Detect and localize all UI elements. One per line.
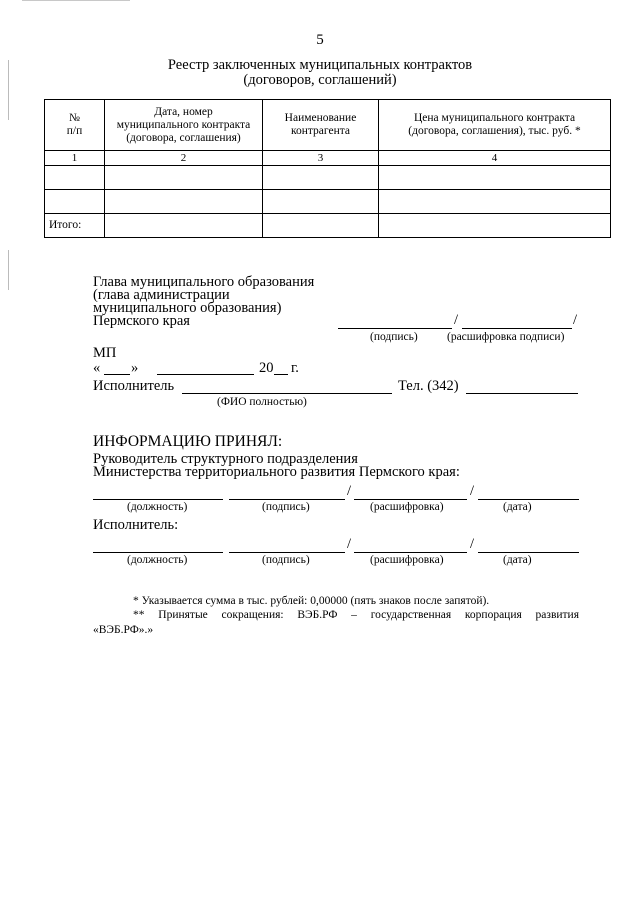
accepted-line-1: Руководитель структурного подразделения <box>93 451 358 467</box>
year-suffix: г. <box>291 360 299 376</box>
header-contract-date-number: Дата, номер муниципального контракта (договора, соглашения) <box>105 100 263 151</box>
slash: / <box>347 536 352 552</box>
executor-name-field[interactable] <box>182 393 392 394</box>
slash: / <box>470 483 475 499</box>
year-field[interactable] <box>274 374 288 375</box>
total-row <box>45 214 611 238</box>
column-number: 1 <box>45 151 105 166</box>
head-line: Глава муниципального образования <box>93 274 315 290</box>
footnote-2-line-1: ** Принятые сокращения: ВЭБ.РФ – государственная корпорация развития <box>133 609 579 621</box>
table-header-row <box>45 100 611 151</box>
date-line[interactable] <box>478 499 579 500</box>
slash: / <box>573 312 578 328</box>
phone-field[interactable] <box>466 393 578 394</box>
position-line[interactable] <box>93 552 223 553</box>
date-line[interactable] <box>478 552 579 553</box>
accepted-executor-label: Исполнитель: <box>93 517 179 533</box>
total-label: Итого: <box>45 214 105 238</box>
signature-line[interactable] <box>338 328 452 329</box>
contracts-registry-table <box>44 99 611 238</box>
decoding-line[interactable] <box>462 328 572 329</box>
table-cell[interactable] <box>263 166 379 190</box>
phone-label: Тел. (342) <box>398 378 459 394</box>
decoding-line[interactable] <box>354 552 467 553</box>
slash: / <box>347 483 352 499</box>
table-cell[interactable] <box>105 190 263 214</box>
signature-line[interactable] <box>229 552 345 553</box>
signature-line[interactable] <box>229 499 345 500</box>
caption-signature: (подпись) <box>262 501 310 513</box>
column-number: 4 <box>379 151 611 166</box>
caption-decoding: (расшифровка) <box>370 501 444 513</box>
date-open-quote: « <box>93 360 101 376</box>
caption-fio: (ФИО полностью) <box>217 396 307 408</box>
table-cell[interactable] <box>379 166 611 190</box>
header-number: № п/п <box>45 100 105 151</box>
head-line: Пермского края <box>93 313 190 329</box>
slash: / <box>470 536 475 552</box>
header-contract-price: Цена муниципального контракта (договора, соглашения), тыс. руб. * <box>379 100 611 151</box>
head-title-block <box>93 276 314 328</box>
caption-decoding: (расшифровка подписи) <box>447 331 565 343</box>
position-line[interactable] <box>93 499 223 500</box>
month-field[interactable] <box>157 374 254 375</box>
title-line-2: (договоров, соглашений) <box>243 72 397 88</box>
table-cell[interactable] <box>105 214 263 238</box>
table-cell[interactable] <box>263 214 379 238</box>
document-title <box>0 58 640 88</box>
caption-date: (дата) <box>503 501 532 513</box>
caption-decoding: (расшифровка) <box>370 554 444 566</box>
title-line-1: Реестр заключенных муниципальных контрактов <box>167 57 473 73</box>
caption-signature: (подпись) <box>370 331 418 343</box>
caption-position: (должность) <box>127 501 188 513</box>
head-line: муниципального образования) <box>93 300 282 316</box>
table-row <box>45 190 611 214</box>
column-number: 3 <box>263 151 379 166</box>
date-close-quote: » <box>131 360 139 376</box>
column-number: 2 <box>105 151 263 166</box>
caption-position: (должность) <box>127 554 188 566</box>
decoding-line[interactable] <box>354 499 467 500</box>
column-number-row <box>45 151 611 166</box>
table-cell[interactable] <box>379 214 611 238</box>
footnote-2-line-2: «ВЭБ.РФ».» <box>93 624 154 636</box>
accepted-heading: ИНФОРМАЦИЮ ПРИНЯЛ: <box>93 433 283 450</box>
footnote-1: * Указывается сумма в тыс. рублей: 0,00000 (пять знаков после запятой). <box>133 595 490 607</box>
scan-margin-mark <box>8 250 9 290</box>
page-number: 5 <box>316 32 324 48</box>
table-cell[interactable] <box>45 190 105 214</box>
table-cell[interactable] <box>263 190 379 214</box>
stamp-mark: МП <box>93 345 117 361</box>
accepted-line-2: Министерства территориального развития Пермского края: <box>93 464 460 480</box>
table-cell[interactable] <box>105 166 263 190</box>
table-cell[interactable] <box>45 166 105 190</box>
header-counterparty: Наименование контрагента <box>263 100 379 151</box>
executor-label: Исполнитель <box>93 378 175 394</box>
caption-date: (дата) <box>503 554 532 566</box>
day-field[interactable] <box>104 374 130 375</box>
year-prefix: 20 <box>259 360 274 376</box>
slash: / <box>454 312 459 328</box>
caption-signature: (подпись) <box>262 554 310 566</box>
table-row <box>45 166 611 190</box>
scan-edge-line <box>22 0 130 1</box>
table-cell[interactable] <box>379 190 611 214</box>
head-line: (глава администрации <box>93 287 230 303</box>
